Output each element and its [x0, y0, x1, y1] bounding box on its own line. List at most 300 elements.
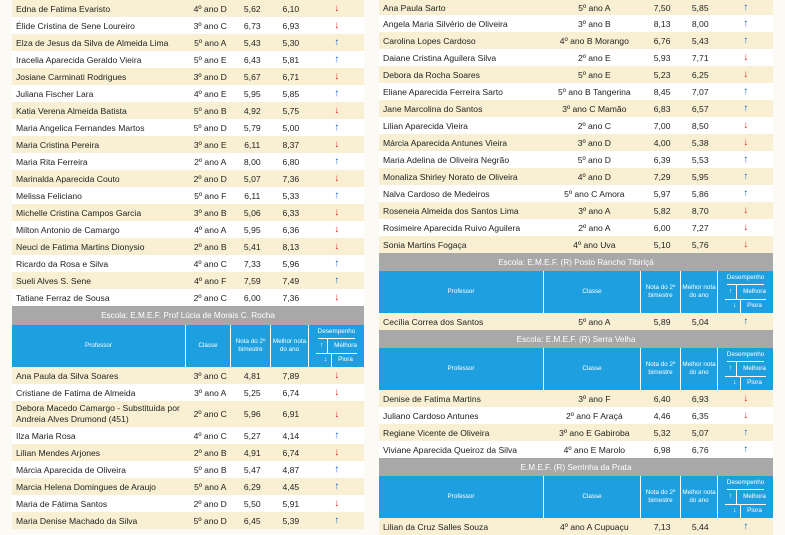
table-row	[12, 495, 364, 512]
up-arrow-icon: ↑	[334, 464, 340, 475]
header-desempenho-title: Desempenho	[318, 325, 355, 339]
grade-2nd-bimester: 4,81	[243, 370, 261, 381]
teacher-name: Daiane Cristina Aguilera Silva	[383, 52, 497, 63]
class-name: 5º ano A	[194, 481, 227, 492]
grade-2nd-bimester: 5,27	[243, 430, 261, 441]
grade-2nd-bimester: 5,82	[653, 205, 671, 216]
header-desempenho	[718, 348, 773, 390]
grade-2nd-bimester: 7,33	[243, 258, 261, 269]
class-name: 2º ano B	[193, 241, 227, 252]
best-grade: 5,43	[691, 35, 709, 46]
table-row	[12, 17, 364, 34]
table-row	[12, 427, 364, 444]
class-name: 5º ano A	[578, 316, 611, 327]
header-desempenho	[718, 271, 773, 313]
teacher-name: Ilza Maria Rosa	[16, 430, 76, 441]
best-grade: 6,80	[282, 156, 300, 167]
up-arrow-icon: ↑	[743, 427, 749, 438]
down-arrow-icon: ↓	[334, 71, 340, 82]
best-grade: 5,39	[282, 515, 300, 526]
table-row	[379, 117, 773, 134]
up-arrow-icon: ↑	[743, 18, 749, 29]
legend-piora	[320, 354, 353, 367]
class-name: 2º ano E	[577, 52, 611, 63]
table-row	[379, 441, 773, 458]
up-arrow-icon: ↑	[743, 103, 749, 114]
class-name: 5º ano B	[193, 464, 227, 475]
grade-2nd-bimester: 5,95	[243, 88, 261, 99]
down-arrow-icon: ↓	[334, 3, 340, 14]
class-name: 2º ano C	[577, 120, 611, 131]
grade-2nd-bimester: 7,50	[653, 2, 671, 13]
best-grade: 6,74	[282, 387, 300, 398]
best-grade: 4,87	[282, 464, 300, 475]
teacher-name: Juliano Cardoso Antunes	[383, 410, 479, 421]
up-arrow-icon: ↑	[743, 521, 749, 532]
table-row	[379, 518, 773, 535]
table-row	[12, 119, 364, 136]
up-arrow-icon: ↑	[743, 35, 749, 46]
grade-2nd-bimester: 5,32	[653, 427, 671, 438]
left-column	[12, 0, 364, 529]
grade-2nd-bimester: 5,25	[243, 387, 261, 398]
class-name: 4º ano C	[193, 430, 227, 441]
table-row	[12, 401, 364, 427]
up-arrow-icon: ↑	[743, 154, 749, 165]
best-grade: 7,36	[282, 173, 300, 184]
teacher-name: Marcia Helena Domingues de Araujo	[16, 481, 156, 492]
class-name: 4º ano Uva	[573, 239, 616, 250]
best-grade: 7,36	[282, 292, 300, 303]
class-name: 3º ano E Gabiroba	[559, 427, 630, 438]
table-row	[12, 367, 364, 384]
table-row	[379, 49, 773, 66]
best-grade: 5,85	[282, 88, 300, 99]
header-classe: Classe	[186, 325, 231, 367]
teacher-name: Michelle Cristina Campos Garcia	[16, 207, 142, 218]
table-row	[379, 313, 773, 330]
grade-2nd-bimester: 4,00	[653, 137, 671, 148]
up-arrow-icon: ↑	[334, 515, 340, 526]
best-grade: 5,75	[282, 105, 300, 116]
up-arrow-icon: ↑	[743, 2, 749, 13]
class-name: 2º ano B	[193, 447, 227, 458]
header-desempenho-title: Desempenho	[727, 271, 764, 285]
header-desempenho	[309, 325, 364, 367]
table-row	[12, 136, 364, 153]
best-grade: 5,81	[282, 54, 300, 65]
table-row	[12, 153, 364, 170]
grade-2nd-bimester: 5,97	[653, 188, 671, 199]
best-grade: 6,71	[282, 71, 300, 82]
down-arrow-icon: ↓	[334, 20, 340, 31]
table-row	[379, 407, 773, 424]
teacher-name: Debora da Rocha Soares	[383, 69, 480, 80]
down-arrow-icon: ↓	[334, 173, 340, 184]
teacher-name: Ana Paula da Silva Soares	[16, 370, 119, 381]
best-grade: 8,13	[282, 241, 300, 252]
grade-2nd-bimester: 5,07	[243, 173, 261, 184]
class-name: 3º ano C Mamão	[562, 103, 627, 114]
best-grade: 5,44	[691, 521, 709, 532]
teacher-name: Neuci de Fatima Martins Dionysio	[16, 241, 145, 252]
teacher-name: Jane Marcolina do Santos	[383, 103, 483, 114]
header-melhor: Melhor nota do ano	[681, 476, 718, 518]
legend-piora-label: Piora	[747, 302, 762, 310]
teacher-name: Lilian Mendes Arjones	[16, 447, 101, 458]
teacher-name: Katia Verena Almeida Batista	[16, 105, 127, 116]
table-row	[12, 478, 364, 495]
teacher-name: Sueli Alves S. Sene	[16, 275, 92, 286]
best-grade: 6,57	[691, 103, 709, 114]
grade-2nd-bimester: 8,13	[653, 18, 671, 29]
up-arrow-icon: ↑	[725, 285, 737, 298]
legend-piora-label: Piora	[747, 379, 762, 387]
teacher-name: Iracelia Aparecida Geraldo Vieira	[16, 54, 142, 65]
table-row	[12, 187, 364, 204]
down-arrow-icon: ↓	[334, 241, 340, 252]
best-grade: 6,36	[282, 224, 300, 235]
grade-2nd-bimester: 7,29	[653, 171, 671, 182]
down-arrow-icon: ↓	[334, 370, 340, 381]
grade-2nd-bimester: 5,43	[243, 37, 261, 48]
header-nota: Nota do 2º bimestre	[641, 476, 681, 518]
best-grade: 7,27	[691, 222, 709, 233]
legend-melhora-label: Melhora	[743, 493, 766, 501]
teacher-name: Ana Paula Sarto	[383, 2, 446, 13]
grade-2nd-bimester: 4,46	[653, 410, 671, 421]
class-name: 4º ano D	[193, 3, 227, 14]
up-arrow-icon: ↑	[725, 362, 737, 375]
best-grade: 6,35	[691, 410, 709, 421]
best-grade: 6,76	[691, 444, 709, 455]
teacher-name: Debora Macedo Camargo - Substituida por Andreia Alves Drumond (451)	[16, 403, 180, 424]
class-name: 5º ano C Amora	[564, 188, 625, 199]
down-arrow-icon: ↓	[334, 498, 340, 509]
down-arrow-icon: ↓	[334, 447, 340, 458]
best-grade: 5,86	[691, 188, 709, 199]
up-arrow-icon: ↑	[334, 190, 340, 201]
teacher-name: Rosimeire Aparecida Ruivo Aguilera	[383, 222, 521, 233]
header-classe: Classe	[544, 348, 641, 390]
legend-piora	[729, 377, 762, 390]
class-name: 5º ano E	[193, 54, 227, 65]
teacher-name: Elza de Jesus da Silva de Almeida Lima	[16, 37, 169, 48]
grade-2nd-bimester: 5,67	[243, 71, 261, 82]
table-header	[379, 348, 773, 390]
legend-piora	[729, 505, 762, 518]
teacher-name: Márcia Aparecida de Oliveira	[16, 464, 126, 475]
header-professor: Professor	[12, 325, 186, 367]
best-grade: 8,00	[691, 18, 709, 29]
class-name: 2º ano C	[193, 292, 227, 303]
teacher-name: Denise de Fatima Martins	[383, 393, 481, 404]
grade-2nd-bimester: 6,73	[243, 20, 261, 31]
legend-piora-label: Piora	[338, 356, 353, 364]
table-row	[379, 134, 773, 151]
table-row	[379, 151, 773, 168]
down-arrow-icon: ↓	[729, 505, 741, 518]
class-name: 2º ano D	[193, 498, 227, 509]
up-arrow-icon: ↑	[725, 490, 737, 503]
down-arrow-icon: ↓	[743, 137, 749, 148]
table-header	[12, 325, 364, 367]
grade-2nd-bimester: 6,00	[243, 292, 261, 303]
up-arrow-icon: ↑	[743, 86, 749, 97]
down-arrow-icon: ↓	[743, 205, 749, 216]
table-row	[12, 85, 364, 102]
grade-2nd-bimester: 6,00	[653, 222, 671, 233]
header-melhor: Melhor nota do ano	[681, 271, 718, 313]
best-grade: 5,96	[282, 258, 300, 269]
grade-2nd-bimester: 5,89	[653, 316, 671, 327]
teacher-name: Carolina Lopes Cardoso	[383, 35, 476, 46]
down-arrow-icon: ↓	[743, 52, 749, 63]
up-arrow-icon: ↑	[334, 481, 340, 492]
class-name: 4º ano A	[194, 224, 227, 235]
grade-2nd-bimester: 6,40	[653, 393, 671, 404]
class-name: 5º ano A	[194, 37, 227, 48]
grade-2nd-bimester: 6,76	[653, 35, 671, 46]
table-row	[379, 83, 773, 100]
class-name: 4º ano E	[193, 88, 227, 99]
table-row	[12, 204, 364, 221]
grade-2nd-bimester: 5,10	[653, 239, 671, 250]
grade-2nd-bimester: 6,98	[653, 444, 671, 455]
class-name: 2º ano A	[578, 222, 611, 233]
table-row	[12, 238, 364, 255]
table-row	[379, 66, 773, 83]
teacher-name: Edna de Fatima Evaristo	[16, 3, 111, 14]
teacher-name: Sonia Martins Fogaça	[383, 239, 467, 250]
grade-2nd-bimester: 5,79	[243, 122, 261, 133]
best-grade: 7,71	[691, 52, 709, 63]
teacher-name: Marinalda Aparecida Couto	[16, 173, 120, 184]
header-desempenho	[718, 476, 773, 518]
teacher-name: Lilian Aparecida Vieira	[383, 120, 468, 131]
table-row	[12, 0, 364, 17]
best-grade: 6,33	[282, 207, 300, 218]
up-arrow-icon: ↑	[743, 316, 749, 327]
class-name: 4º ano D	[577, 171, 611, 182]
down-arrow-icon: ↓	[743, 69, 749, 80]
teacher-name: Eliane Aparecida Ferreira Sarto	[383, 86, 503, 97]
best-grade: 5,07	[691, 427, 709, 438]
up-arrow-icon: ↑	[743, 188, 749, 199]
header-professor: Professor	[379, 348, 544, 390]
up-arrow-icon: ↑	[334, 275, 340, 286]
class-name: 5º ano B	[193, 105, 227, 116]
class-name: 3º ano A	[194, 387, 227, 398]
teacher-name: Cristiane de Fatima de Almeida	[16, 387, 136, 398]
class-name: 3º ano F	[578, 393, 611, 404]
down-arrow-icon: ↓	[743, 120, 749, 131]
down-arrow-icon: ↓	[743, 393, 749, 404]
teacher-name: Angela Maria Silvério de Oliveira	[383, 18, 508, 29]
table-row	[12, 461, 364, 478]
up-arrow-icon: ↑	[334, 54, 340, 65]
table-row	[379, 202, 773, 219]
best-grade: 5,04	[691, 316, 709, 327]
header-classe: Classe	[544, 271, 641, 313]
teacher-name: Milton Antonio de Camargo	[16, 224, 120, 235]
best-grade: 4,45	[282, 481, 300, 492]
teacher-name: Tatiane Ferraz de Sousa	[16, 292, 110, 303]
school-title: Escola: E.M.E.F. Prof Lúcia de Morais C. Rocha	[12, 306, 364, 325]
grade-2nd-bimester: 7,00	[653, 120, 671, 131]
down-arrow-icon: ↓	[729, 300, 741, 313]
best-grade: 8,50	[691, 120, 709, 131]
legend-melhora-label: Melhora	[743, 288, 766, 296]
table-row	[379, 424, 773, 441]
class-name: 5º ano F	[194, 190, 227, 201]
best-grade: 7,49	[282, 275, 300, 286]
grade-2nd-bimester: 6,29	[243, 481, 261, 492]
header-desempenho-title: Desempenho	[727, 348, 764, 362]
grade-2nd-bimester: 8,00	[243, 156, 261, 167]
table-row	[379, 219, 773, 236]
class-name: 3º ano A	[578, 205, 611, 216]
class-name: 3º ano C	[193, 370, 227, 381]
grade-2nd-bimester: 6,83	[653, 103, 671, 114]
header-classe: Classe	[544, 476, 641, 518]
school-title: Escola: E.M.E.F. (R) Posto Rancho Tibiriçá	[379, 253, 773, 271]
school-title: E.M.E.F. (R) Serrinha da Prata	[379, 458, 773, 476]
teacher-name: Maria Cristina Pereira	[16, 139, 100, 150]
class-name: 2º ano F Araçá	[566, 410, 623, 421]
up-arrow-icon: ↑	[334, 37, 340, 48]
up-arrow-icon: ↑	[743, 444, 749, 455]
table-row	[379, 100, 773, 117]
teacher-name: Ricardo da Rosa e Silva	[16, 258, 109, 269]
teacher-name: Cecília Correa dos Santos	[383, 316, 484, 327]
teacher-name: Maria Rita Ferreira	[16, 156, 88, 167]
best-grade: 6,10	[282, 3, 300, 14]
down-arrow-icon: ↓	[334, 224, 340, 235]
table-row	[12, 68, 364, 85]
teacher-name: Maria Denise Machado da Silva	[16, 515, 138, 526]
grade-2nd-bimester: 6,39	[653, 154, 671, 165]
up-arrow-icon: ↑	[334, 258, 340, 269]
best-grade: 4,14	[282, 430, 300, 441]
class-name: 5º ano D	[193, 515, 227, 526]
legend-piora-label: Piora	[747, 507, 762, 515]
best-grade: 5,38	[691, 137, 709, 148]
class-name: 2º ano D	[193, 173, 227, 184]
class-name: 4º ano C	[193, 258, 227, 269]
grade-2nd-bimester: 4,91	[243, 447, 261, 458]
up-arrow-icon: ↑	[334, 156, 340, 167]
grade-2nd-bimester: 8,45	[653, 86, 671, 97]
class-name: 5º ano E	[577, 69, 611, 80]
down-arrow-icon: ↓	[743, 410, 749, 421]
header-nota: Nota do 2º bimestre	[641, 348, 681, 390]
teacher-name: Maria de Fátima Santos	[16, 498, 108, 509]
table-row	[12, 102, 364, 119]
up-arrow-icon: ↑	[334, 430, 340, 441]
down-arrow-icon: ↓	[334, 387, 340, 398]
grade-2nd-bimester: 5,41	[243, 241, 261, 252]
class-name: 5º ano B Tangerina	[557, 86, 631, 97]
grade-2nd-bimester: 5,50	[243, 498, 261, 509]
best-grade: 8,37	[282, 139, 300, 150]
best-grade: 6,25	[691, 69, 709, 80]
legend-melhora	[725, 490, 766, 504]
header-melhor: Melhor nota do ano	[681, 348, 718, 390]
class-name: 5º ano D	[577, 154, 611, 165]
teacher-name: Josiane Carminati Rodrigues	[16, 71, 127, 82]
grade-2nd-bimester: 5,47	[243, 464, 261, 475]
legend-piora	[729, 300, 762, 313]
class-name: 2º ano A	[194, 156, 227, 167]
grade-2nd-bimester: 4,92	[243, 105, 261, 116]
class-name: 3º ano B	[577, 18, 611, 29]
table-row	[12, 170, 364, 187]
teacher-name: Melissa Feliciano	[16, 190, 82, 201]
header-nota: Nota do 2º bimestre	[641, 271, 681, 313]
down-arrow-icon: ↓	[334, 292, 340, 303]
teacher-name: Élide Cristina de Sene Loureiro	[16, 20, 135, 31]
table-row	[12, 444, 364, 461]
best-grade: 6,74	[282, 447, 300, 458]
class-name: 5º ano A	[578, 2, 611, 13]
grade-2nd-bimester: 6,45	[243, 515, 261, 526]
best-grade: 5,85	[691, 2, 709, 13]
class-name: 3º ano D	[193, 71, 227, 82]
legend-melhora	[725, 362, 766, 376]
grade-2nd-bimester: 5,06	[243, 207, 261, 218]
class-name: 3º ano D	[577, 137, 611, 148]
header-professor: Professor	[379, 271, 544, 313]
teacher-name: Lilian da Cruz Salles Souza	[383, 521, 489, 532]
grade-2nd-bimester: 5,23	[653, 69, 671, 80]
class-name: 5º ano D	[193, 122, 227, 133]
down-arrow-icon: ↓	[743, 222, 749, 233]
legend-melhora-label: Melhora	[743, 365, 766, 373]
teacher-name: Maria Angelica Fernandes Martos	[16, 122, 145, 133]
teacher-name: Roseneia Almeida dos Santos Lima	[383, 205, 519, 216]
teacher-name: Juliana Fischer Lara	[16, 88, 94, 99]
header-melhor: Melhor nota do ano	[271, 325, 309, 367]
grade-2nd-bimester: 6,11	[244, 139, 261, 150]
teacher-name: Maria Adelina de Oliveira Negrão	[383, 154, 510, 165]
table-row	[12, 221, 364, 238]
down-arrow-icon: ↓	[743, 239, 749, 250]
grade-2nd-bimester: 5,93	[653, 52, 671, 63]
table-row	[379, 185, 773, 202]
header-professor: Professor	[379, 476, 544, 518]
grade-2nd-bimester: 6,43	[243, 54, 261, 65]
up-arrow-icon: ↑	[334, 88, 340, 99]
teacher-name: Monaliza Shirley Norato de Oliveira	[383, 171, 518, 182]
best-grade: 5,30	[282, 37, 300, 48]
grade-2nd-bimester: 7,59	[243, 275, 261, 286]
down-arrow-icon: ↓	[334, 105, 340, 116]
teacher-name: Márcia Aparecida Antunes Vieira	[383, 137, 508, 148]
table-row	[379, 390, 773, 407]
grade-2nd-bimester: 6,11	[244, 190, 261, 201]
grade-2nd-bimester: 5,96	[243, 409, 261, 419]
grade-2nd-bimester: 7,13	[653, 521, 671, 532]
legend-melhora	[725, 285, 766, 299]
legend-melhora	[316, 339, 357, 353]
best-grade: 5,91	[282, 498, 300, 509]
best-grade: 6,91	[282, 409, 300, 419]
class-name: 3º ano C	[193, 20, 227, 31]
best-grade: 5,95	[691, 171, 709, 182]
table-row	[12, 272, 364, 289]
down-arrow-icon: ↓	[320, 354, 332, 367]
